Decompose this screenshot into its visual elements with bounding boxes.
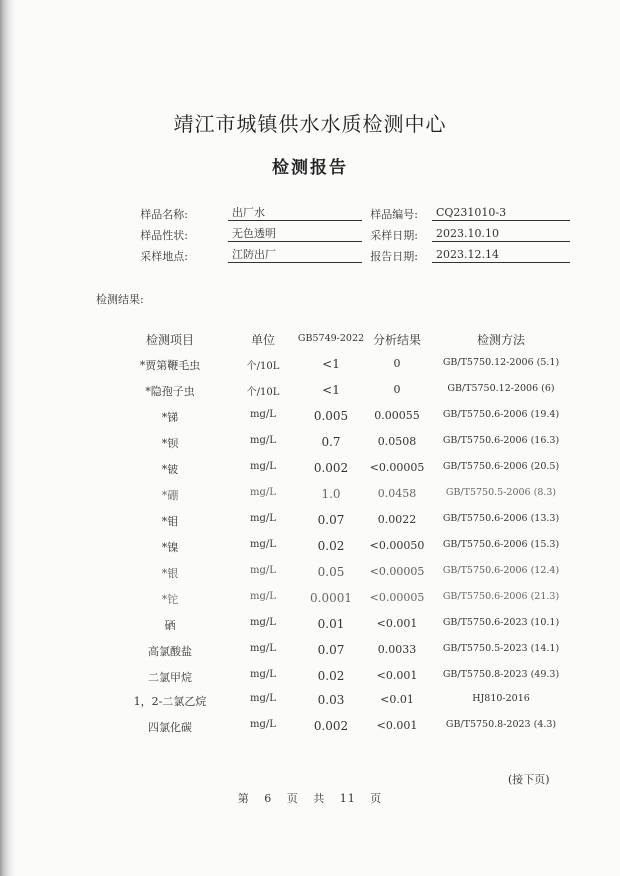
cell-method: GB/T5750.6-2006 (13.3) [442, 513, 560, 524]
cell-result: <0.001 [376, 617, 418, 630]
cell-unit: mg/L [250, 617, 276, 628]
report-date-value: 2023.12.14 [432, 247, 570, 263]
cell-standard: 0.05 [317, 565, 345, 579]
cell-result: <0.001 [376, 719, 418, 732]
cell-result: 0.0458 [377, 487, 417, 500]
appearance-value: 无色透明 [228, 226, 362, 242]
report-date-label: 报告日期: [370, 250, 418, 263]
cell-method: GB/T5750.6-2006 (15.3) [442, 539, 560, 550]
cell-result: 0.00055 [374, 409, 420, 422]
cell-item: 二氯甲烷 [148, 671, 192, 684]
cell-method: GB/T5750.5-2023 (14.1) [442, 643, 560, 654]
cell-result: 0 [393, 357, 401, 370]
cell-unit: mg/L [250, 409, 276, 420]
continued-note: (接下页) [508, 773, 550, 786]
page-footer [0, 790, 620, 806]
page-suffix: 页 [370, 792, 383, 805]
location-value: 江防出厂 [228, 247, 362, 263]
cell-item: *镍 [161, 541, 179, 554]
location-label: 采样地点: [140, 250, 188, 263]
cell-method: GB/T5750.5-2006 (8.3) [445, 487, 557, 498]
cell-result: 0 [393, 383, 401, 396]
cell-unit: mg/L [250, 435, 276, 446]
cell-unit: 个/10L [246, 387, 280, 398]
cell-unit: mg/L [250, 591, 276, 602]
cell-unit: mg/L [250, 565, 276, 576]
cell-standard: 0.005 [313, 409, 349, 423]
cell-unit: mg/L [250, 513, 276, 524]
cell-standard: 0.01 [317, 617, 345, 631]
cell-item: *锑 [161, 411, 179, 424]
cell-standard: 0.002 [313, 719, 349, 733]
cell-method: GB/T5750.8-2023 (49.3) [442, 669, 560, 680]
header-unit: 单位 [250, 333, 275, 347]
sample-id-label: 样品编号: [370, 208, 418, 221]
cell-method: GB/T5750.6-2006 (16.3) [442, 435, 560, 446]
page-prefix: 第 [237, 792, 250, 805]
cell-method: GB/T5750.12-2006 (5.1) [442, 357, 560, 368]
cell-result: 0.0033 [377, 643, 417, 656]
results-label: 检测结果: [96, 293, 144, 306]
cell-unit: mg/L [250, 693, 276, 704]
cell-result: 0.0508 [377, 435, 417, 448]
cell-result: 0.0022 [377, 513, 417, 526]
sampling-date-label: 采样日期: [370, 229, 418, 242]
page-number: 6 [264, 792, 273, 805]
cell-method: GB/T5750.6-2006 (20.5) [442, 461, 560, 472]
cell-item: 1，2-二氯乙烷 [133, 695, 207, 708]
cell-unit: mg/L [250, 643, 276, 654]
cell-item: *贾第鞭毛虫 [139, 359, 201, 372]
sample-name-value: 出厂水 [228, 205, 362, 221]
cell-unit: mg/L [250, 487, 276, 498]
header-method: 检测方法 [476, 333, 525, 347]
cell-standard: 0.02 [317, 539, 345, 553]
cell-standard: 0.03 [317, 693, 345, 707]
page-mid1: 页 [286, 792, 299, 805]
cell-result: <0.01 [380, 693, 414, 706]
cell-standard: <1 [322, 383, 340, 397]
cell-result: <0.00050 [369, 539, 425, 552]
cell-unit: mg/L [250, 539, 276, 550]
cell-item: *银 [161, 567, 179, 580]
cell-standard: 0.002 [313, 461, 349, 475]
cell-method: GB/T5750.12-2006 (6) [447, 383, 555, 394]
appearance-label: 样品性状: [140, 229, 188, 242]
sample-id-value: CQ231010-3 [432, 205, 570, 221]
cell-result: <0.001 [376, 669, 418, 682]
cell-standard: <1 [322, 357, 340, 371]
cell-method: GB/T5750.6-2006 (19.4) [442, 409, 560, 420]
cell-item: *铊 [161, 593, 179, 606]
cell-standard: 1.0 [321, 487, 341, 501]
cell-method: GB/T5750.6-2006 (21.3) [442, 591, 560, 602]
cell-item: *隐孢子虫 [145, 385, 195, 398]
cell-unit: 个/10L [246, 361, 280, 372]
cell-item: 四氯化碳 [148, 721, 192, 734]
header-item: 检测项目 [145, 333, 194, 347]
header-result: 分析结果 [372, 333, 421, 347]
cell-item: *铍 [161, 463, 179, 476]
sampling-date-value: 2023.10.10 [432, 226, 570, 242]
cell-standard: 0.07 [317, 643, 345, 657]
cell-item: *钡 [161, 437, 179, 450]
cell-item: *硼 [161, 489, 179, 502]
header-standard: GB5749-2022 [297, 333, 365, 344]
cell-method: GB/T5750.6-2023 (10.1) [442, 617, 560, 628]
cell-standard: 0.02 [317, 669, 345, 683]
cell-standard: 0.07 [317, 513, 345, 527]
cell-result: <0.00005 [369, 591, 425, 604]
page-mid2: 共 [313, 792, 326, 805]
cell-method: HJ810-2016 [472, 693, 530, 704]
cell-standard: 0.0001 [310, 591, 352, 605]
cell-result: <0.00005 [369, 461, 425, 474]
cell-item: 硒 [164, 619, 176, 632]
cell-item: *钼 [161, 515, 179, 528]
report-title: 检测报告 [272, 158, 348, 178]
cell-unit: mg/L [250, 669, 276, 680]
cell-standard: 0.7 [321, 435, 341, 449]
cell-unit: mg/L [250, 461, 276, 472]
page-total: 11 [339, 792, 356, 805]
cell-method: GB/T5750.6-2006 (12.4) [442, 565, 560, 576]
sample-name-label: 样品名称: [140, 208, 188, 221]
cell-result: <0.00005 [369, 565, 425, 578]
cell-unit: mg/L [250, 719, 276, 730]
cell-item: 高氯酸盐 [148, 645, 192, 658]
organization-title: 靖江市城镇供水水质检测中心 [173, 112, 447, 136]
cell-method: GB/T5750.8-2023 (4.3) [445, 719, 557, 730]
